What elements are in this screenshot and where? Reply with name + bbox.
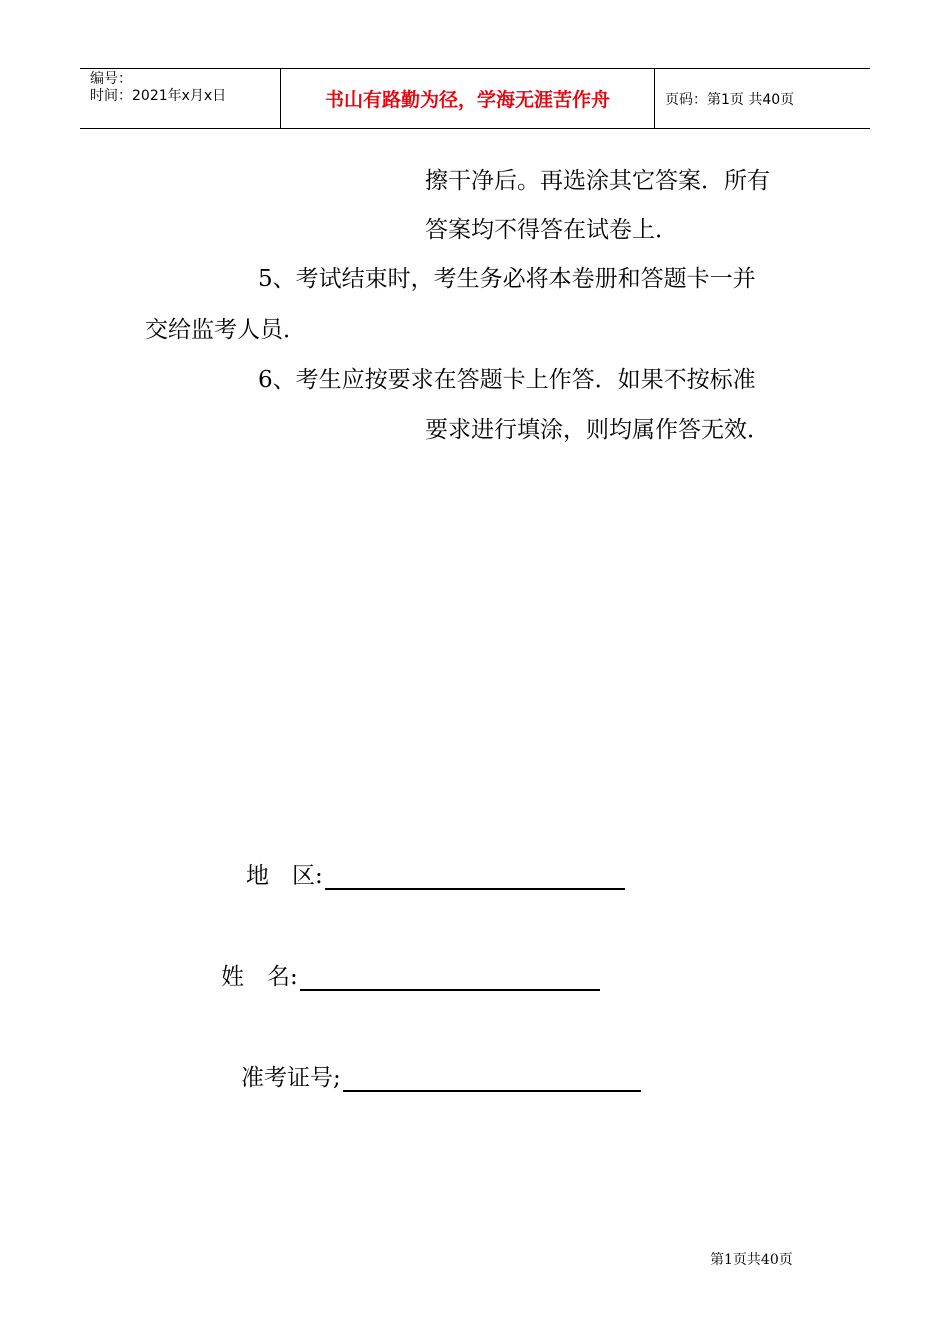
name-field bbox=[221, 963, 600, 991]
region-label: 地 区: bbox=[246, 863, 323, 889]
region-input-line[interactable] bbox=[325, 864, 625, 890]
body-line-5: 6、考生应按要求在答题卡上作答．如果不按标准 bbox=[258, 367, 756, 393]
header-meta bbox=[80, 69, 281, 128]
body-line-2: 答案均不得答在试卷上． bbox=[425, 217, 678, 243]
region-field bbox=[246, 862, 625, 890]
page-header bbox=[80, 68, 870, 129]
header-motto: 书山有路勤为径，学海无涯苦作舟 bbox=[281, 69, 655, 128]
body-line-3: 5、考试结束时，考生务必将本卷册和答题卡一并 bbox=[258, 266, 756, 292]
header-page-info: 页码：第1页 共40页 bbox=[665, 91, 795, 108]
document-time-label: 时间：2021年x月x日 bbox=[90, 88, 227, 104]
document-number-label: 编号： bbox=[90, 71, 132, 87]
name-input-line[interactable] bbox=[300, 965, 600, 991]
exam-id-label: 准考证号; bbox=[241, 1065, 341, 1091]
name-label: 姓 名: bbox=[221, 964, 298, 990]
page-footer: 第1页共40页 bbox=[710, 1252, 793, 1268]
body-line-1: 擦干净后。再选涂其它答案．所有 bbox=[425, 168, 770, 194]
body-line-6: 要求进行填涂，则均属作答无效． bbox=[425, 417, 770, 443]
exam-id-field bbox=[241, 1064, 641, 1092]
exam-id-input-line[interactable] bbox=[343, 1066, 641, 1092]
body-line-4: 交给监考人员． bbox=[145, 317, 306, 343]
